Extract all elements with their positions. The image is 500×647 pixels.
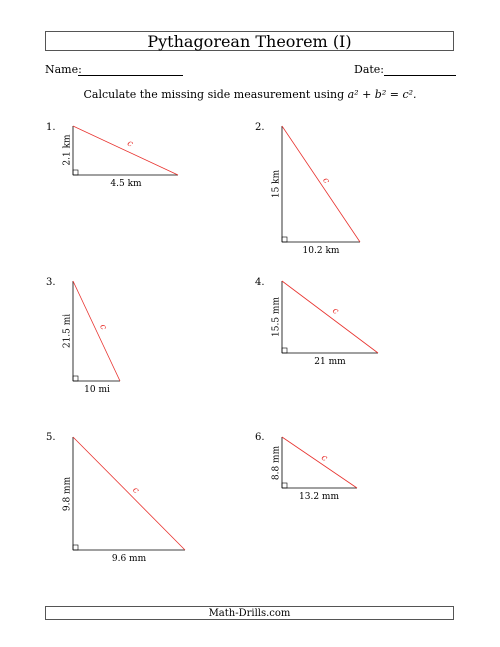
problem-number: 6. xyxy=(255,432,265,443)
date-label: Date: xyxy=(354,63,385,76)
horizontal-leg-label: 21 mm xyxy=(314,357,346,367)
hypotenuse-label: c xyxy=(320,175,332,186)
footer xyxy=(45,606,454,620)
triangle-2 xyxy=(272,126,361,256)
horizontal-leg-label: 4.5 km xyxy=(110,179,142,189)
vertical-leg-label: 21.5 mi xyxy=(62,313,73,349)
right-angle-marker xyxy=(73,170,78,175)
name-label: Name: xyxy=(45,63,82,76)
triangle-3 xyxy=(63,281,121,395)
hypotenuse-label: c xyxy=(97,322,109,332)
hypotenuse xyxy=(282,126,360,242)
horizontal-leg-label: 13.2 mm xyxy=(299,492,339,502)
right-angle-marker xyxy=(282,348,287,353)
hypotenuse xyxy=(73,281,120,381)
right-angle-marker xyxy=(73,376,78,381)
instructions-text: Calculate the missing side measurement using xyxy=(83,88,348,101)
vertical-leg-label: 2.1 km xyxy=(62,134,73,166)
hypotenuse xyxy=(73,437,185,550)
hypotenuse-label: c xyxy=(330,305,341,317)
hypotenuse-label: c xyxy=(130,485,141,496)
triangle-5 xyxy=(63,437,186,564)
problem-number: 2. xyxy=(255,122,265,133)
triangle-6 xyxy=(272,437,358,502)
vertical-leg-label: 9.8 mm xyxy=(62,476,73,512)
horizontal-leg-label: 9.6 mm xyxy=(111,554,147,564)
triangle-4 xyxy=(272,281,379,367)
hypotenuse xyxy=(282,281,378,353)
hypotenuse xyxy=(282,437,357,488)
title-text: Pythagorean Theorem (I) xyxy=(147,31,352,51)
horizontal-leg-label: 10.2 km xyxy=(302,246,340,256)
vertical-leg-label: 15.5 mm xyxy=(271,297,282,337)
problem-number: 4. xyxy=(255,277,265,288)
hypotenuse-label: c xyxy=(125,138,135,150)
right-angle-marker xyxy=(282,237,287,242)
hypotenuse xyxy=(73,126,178,175)
vertical-leg-label: 15 km xyxy=(271,169,282,199)
right-angle-marker xyxy=(73,545,78,550)
horizontal-leg-label: 10 mi xyxy=(84,385,110,395)
instructions-formula: a² + b² = c². xyxy=(347,88,417,101)
hypotenuse-label: c xyxy=(319,452,330,464)
problem-number: 1. xyxy=(46,122,56,133)
problem-number: 3. xyxy=(46,277,56,288)
vertical-leg-label: 8.8 mm xyxy=(271,445,282,481)
right-angle-marker xyxy=(282,483,287,488)
footer-text: Math-Drills.com xyxy=(208,607,291,619)
problem-number: 5. xyxy=(46,432,56,443)
triangle-1 xyxy=(63,126,179,189)
